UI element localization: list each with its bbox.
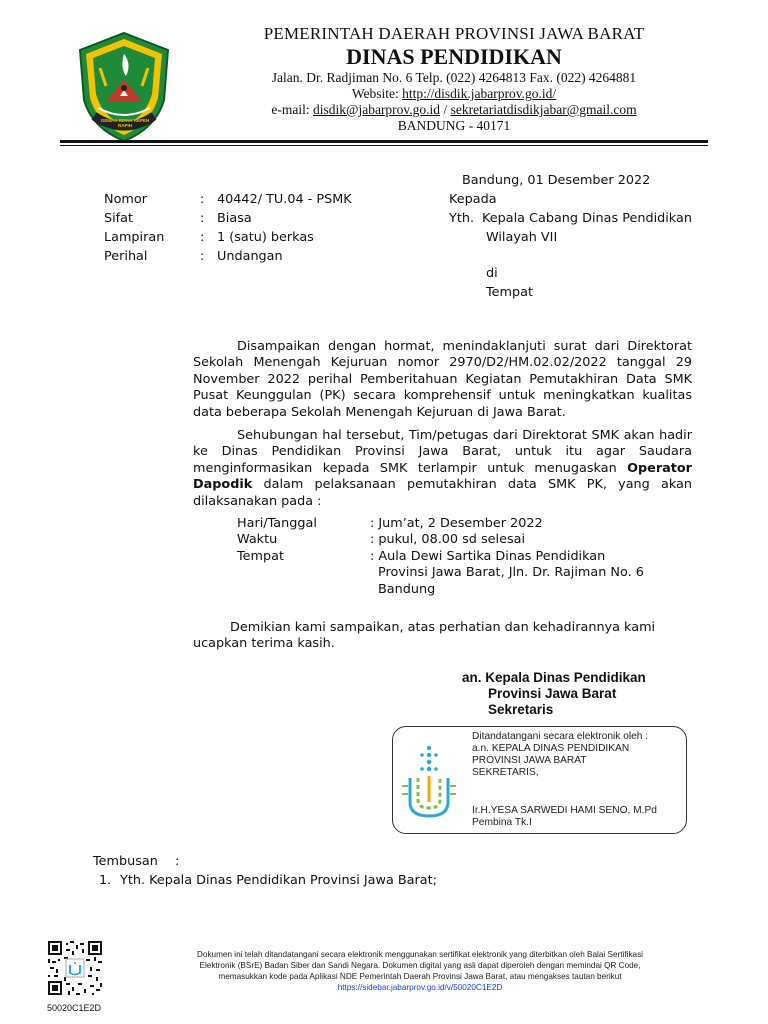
- closing-paragraph: [193, 620, 692, 653]
- email-link-1[interactable]: disdik@jabarprov.go.id: [313, 102, 441, 117]
- email-link-2[interactable]: sekretariatdisdikjabar@gmail.com: [450, 102, 637, 117]
- meta-value: Undangan: [217, 249, 283, 264]
- event-tempat-value-3: Bandung: [378, 582, 436, 597]
- event-waktu-value: : pukul, 08.00 sd selesai: [370, 532, 526, 547]
- body-paragraph-2: [193, 428, 692, 510]
- header-website-line: [222, 86, 686, 102]
- event-tempat-value-1: : Aula Dewi Sartika Dinas Pendidikan: [370, 549, 606, 564]
- header-city: BANDUNG - 40171: [397, 118, 511, 133]
- qr-code-label: 50020C1E2D: [47, 1003, 102, 1013]
- header-government: PEMERINTAH DAERAH PROVINSI JAWA BARAT: [263, 24, 645, 43]
- e-sign-line-2: a.n. KEPALA DINAS PENDIDIKAN: [472, 743, 630, 754]
- logo-motto: GEMAH RIPAH REPEH RAPIH: [100, 118, 150, 128]
- meta-value: 1 (satu) berkas: [217, 230, 314, 245]
- meta-row: [104, 249, 444, 268]
- province-logo: [76, 30, 172, 144]
- para1-text: Disampaikan dengan hormat, menindaklanjuti surat dari Direktorat Sekolah Menengah Kejuruan nomor 2970/D2/HM.02.02/2022 tanggal 29 November 2022 perihal Pemberitahuan Kegiatan Pemutakhiran Data SMK Pusat Keunggulan (PK) secara komprehensif untuk meningkatkan kualitas data beberapa Sekolah Menengah Kejuruan di Jawa Barat.: [193, 339, 692, 420]
- signature-title-1: an. Kepala Dinas Pendidikan: [462, 670, 646, 685]
- event-tempat-value-2: Provinsi Jawa Barat, Jln. Dr. Rajiman No. 6: [378, 565, 644, 580]
- footer-note: [120, 949, 720, 993]
- meta-label: Perihal: [104, 249, 148, 264]
- tembusan-item-number: 1.: [99, 873, 112, 888]
- e-sign-name: Ir.H.YESA SARWEDI HAMI SENO, M.Pd: [472, 805, 657, 816]
- recipient-di: di: [486, 266, 498, 281]
- email-label: e-mail:: [271, 102, 314, 117]
- recipient-name-2: Wilayah VII: [486, 230, 558, 245]
- body-paragraph-1: [193, 339, 692, 421]
- letter-date: Bandung, 01 Desember 2022: [462, 173, 651, 188]
- meta-label: Sifat: [104, 211, 134, 226]
- signature-title-3: Sekretaris: [488, 702, 554, 717]
- meta-block: [104, 192, 444, 268]
- e-sign-line-4: SEKRETARIS,: [472, 767, 539, 778]
- meta-sep: :: [200, 192, 205, 207]
- website-label: Website:: [351, 86, 403, 101]
- e-sign-rank: Pembina Tk.I: [472, 817, 532, 828]
- header-email-line: [222, 102, 686, 118]
- email-separator: /: [440, 102, 451, 117]
- footer-line-3: memasukkan kode pada Aplikasi NDE Pemerintah Daerah Provinsi Jawa Barat, atau mengakses tautan berikut: [218, 972, 622, 981]
- meta-sep: :: [200, 230, 205, 245]
- event-hari-value: : Jum’at, 2 Desember 2022: [370, 516, 543, 531]
- tembusan-sep: :: [175, 854, 180, 869]
- tembusan-label: Tembusan: [93, 854, 158, 869]
- meta-sep: :: [200, 211, 205, 226]
- qr-code: [48, 941, 102, 995]
- e-signature-logo-icon: [398, 742, 460, 822]
- event-waktu-label: Waktu: [237, 532, 278, 547]
- e-sign-line-3: PROVINSI JAWA BARAT: [472, 755, 587, 766]
- event-tempat-label: Tempat: [237, 549, 284, 564]
- recipient-kepada: Kepada: [449, 192, 497, 207]
- tembusan-item-1: Yth. Kepala Dinas Pendidikan Provinsi Jawa Barat;: [120, 873, 437, 888]
- meta-value: 40442/ TU.04 - PSMK: [217, 192, 352, 207]
- signature-title-2: Provinsi Jawa Barat: [488, 686, 617, 701]
- website-link[interactable]: http://disdik.jabarprov.go.id/: [402, 86, 557, 101]
- meta-label: Lampiran: [104, 230, 165, 245]
- footer-line-1: Dokumen ini telah ditandatangani secara elektronik menggunakan sertifikat elektronik yang diterbitkan oleh Balai Sertifikasi: [196, 950, 644, 959]
- meta-row: [104, 230, 444, 249]
- meta-sep: :: [200, 249, 205, 264]
- e-sign-line-1: Ditandatangani secara elektronik oleh :: [472, 731, 649, 742]
- meta-row: [104, 211, 444, 230]
- closing-text: Demikian kami sampaikan, atas perhatian dan kehadirannya kami ucapkan terima kasih.: [193, 620, 656, 652]
- header-address: Jalan. Dr. Radjiman No. 6 Telp. (022) 4264813 Fax. (022) 4264881: [271, 70, 637, 85]
- header-agency: DINAS PENDIDIKAN: [346, 44, 562, 69]
- meta-label: Nomor: [104, 192, 147, 207]
- recipient-name-1: Kepala Cabang Dinas Pendidikan: [482, 211, 692, 226]
- para2-text-b: dalam pelaksanaan pemutakhiran data SMK PK, yang akan dilaksanakan pada :: [193, 477, 692, 509]
- para2-bold: Operator Dapodik: [193, 460, 692, 493]
- footer-link[interactable]: https://sidebar.jabarprov.go.id/v/50020C1E2D: [337, 983, 503, 992]
- recipient-yth: Yth.: [449, 211, 475, 226]
- header-divider-thick: [60, 140, 708, 143]
- meta-row: [104, 192, 444, 211]
- para2-text-a: Sehubungan hal tersebut, Tim/petugas dari Direktorat SMK akan hadir ke Dinas Pendidikan Provinsi Jawa Barat, untuk itu agar Saudara menginformasikan kepada SMK terlampir untuk menugaskan: [193, 428, 692, 476]
- recipient-tempat: Tempat: [486, 285, 533, 300]
- footer-line-2: Elektronik (BSrE) Badan Siber dan Sandi Negara. Dokumen digital yang asli dapat diperoleh dengan memindai QR Code,: [199, 961, 641, 970]
- meta-value: Biasa: [217, 211, 252, 226]
- header-divider-thin: [60, 145, 708, 146]
- event-hari-label: Hari/Tanggal: [237, 516, 317, 531]
